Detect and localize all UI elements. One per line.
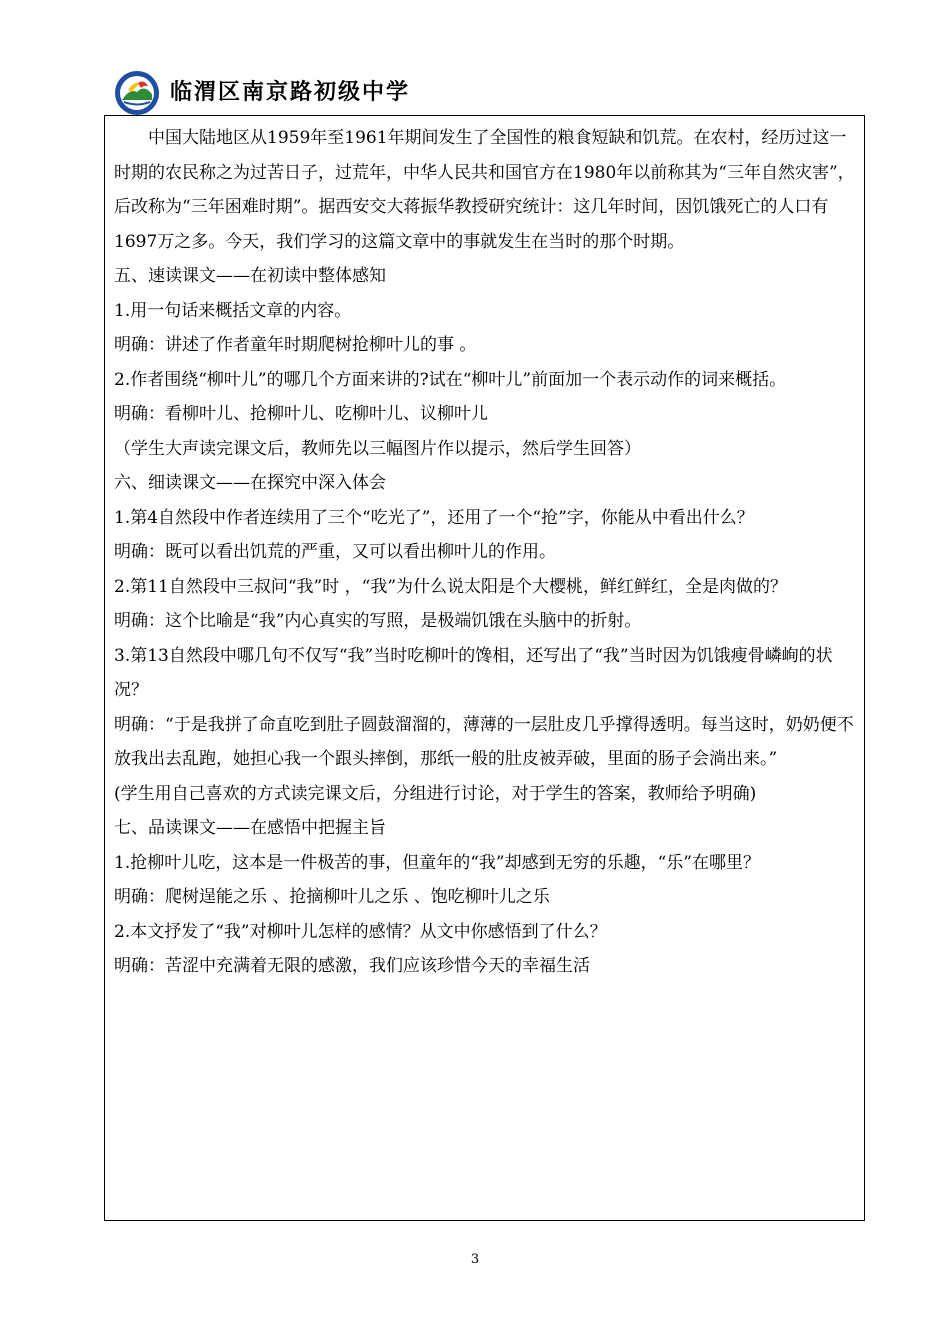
teaching-note: （学生大声读完课文后，教师先以三幅图片作以提示，然后学生回答） <box>114 438 641 459</box>
answer: 明确：既可以看出饥荒的严重，又可以看出柳叶儿的作用。 <box>114 542 556 562</box>
section-heading: 七、品读课文——在感悟中把握主旨 <box>114 818 386 838</box>
page-number: 3 <box>470 1252 480 1267</box>
intro-paragraph: 中国大陆地区从1959年至1961年期间发生了全国性的粮食短缺和饥荒。在农村，经历过这一时期的农民称之为过苦日子，过荒年，中华人民共和国官方在1980年以前称其为“三年自然灾害”，后改称为“三年困难时期”。据西安交大蒋振华教授研究统计：这几年时间，因饥饿死亡的人口有1697万之多。今天，我们学习的这篇文章中的事就发生在当时的那个时期。 <box>114 128 855 252</box>
school-emblem-icon <box>114 70 160 116</box>
question: 2.作者围绕“柳叶儿”的哪几个方面来讲的?试在“柳叶儿”前面加一个表示动作的词来概括。 <box>114 369 787 390</box>
answer: 明确：讲述了作者童年时期爬树抢柳叶儿的事 。 <box>114 335 477 355</box>
question: 2.第11自然段中三叔问“我”时 ，“我”为什么说太阳是个大樱桃，鲜红鲜红，全是肉做的？ <box>114 576 788 597</box>
question: 1.用一句话来概括文章的内容。 <box>114 300 352 321</box>
school-name: 临渭区南京路初级中学 <box>170 80 411 105</box>
section-heading: 六、细读课文——在探究中深入体会 <box>114 473 386 493</box>
question: 3.第13自然段中哪几句不仅写“我”当时吃柳叶的馋相，还写出了“我”当时因为饥饿瘦骨嶙峋的状况？ <box>114 645 833 700</box>
answer: 明确：看柳叶儿、抢柳叶儿、吃柳叶儿、议柳叶儿 <box>114 404 488 424</box>
page-header <box>108 68 868 120</box>
answer: 明确：“于是我拼了命直吃到肚子圆鼓溜溜的，薄薄的一层肚皮几乎撑得透明。每当这时，奶奶便不放我出去乱跑，她担心我一个跟头摔倒，那纸一般的肚皮被弄破，里面的肠子会淌出来。” <box>114 714 854 769</box>
question: 2.本文抒发了“我”对柳叶儿怎样的感情？从文中你感悟到了什么？ <box>114 921 607 942</box>
question: 1.抢柳叶儿吃，这本是一件极苦的事，但童年的“我”却感到无穷的乐趣，“乐”在哪里？ <box>114 852 760 873</box>
teaching-note: (学生用自己喜欢的方式读完课文后，分组进行讨论，对于学生的答案，教师给予明确) <box>114 783 757 804</box>
section-heading: 五、速读课文——在初读中整体感知 <box>114 266 386 286</box>
question: 1.第4自然段中作者连续用了三个“吃光了”，还用了一个“抢”字，你能从中看出什么？ <box>114 507 754 528</box>
answer: 明确：爬树逞能之乐 、抢摘柳叶儿之乐 、饱吃柳叶儿之乐 <box>114 887 550 907</box>
lesson-content <box>114 121 858 984</box>
answer: 明确：苦涩中充满着无限的感激，我们应该珍惜今天的幸福生活 <box>114 956 590 976</box>
answer: 明确：这个比喻是“我”内心真实的写照，是极端饥饿在头脑中的折射。 <box>114 611 642 631</box>
